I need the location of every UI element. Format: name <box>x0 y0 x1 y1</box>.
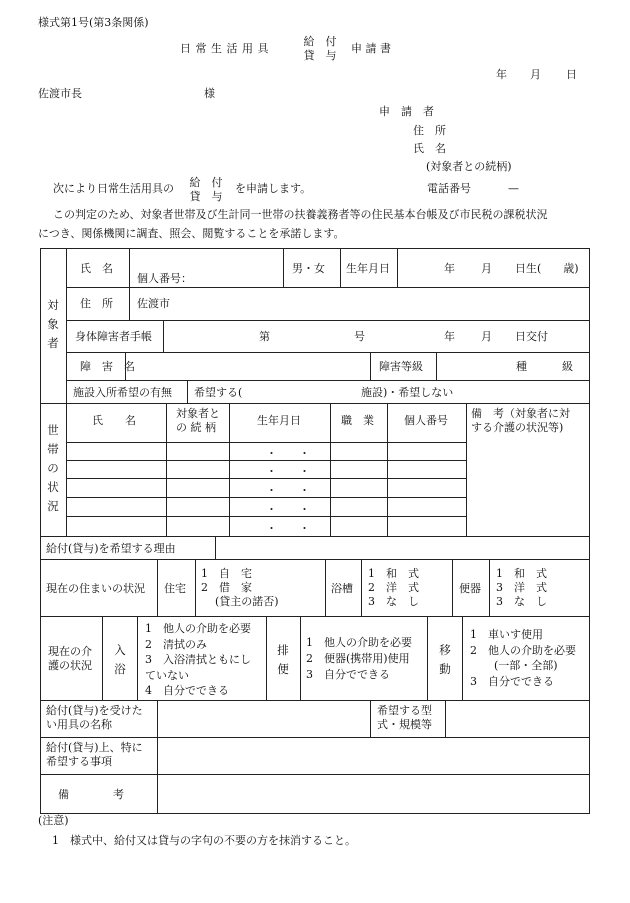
issue-month: 月 <box>481 330 492 343</box>
household-header-note: 備 考（対象者に対 する介護の状況等) <box>471 407 570 434</box>
bath-label: 浴槽 <box>331 582 353 595</box>
consent-line1: この判定のため、対象者世帯及び生計同一世帯の扶養義務者等の住民基本台帳及び市民税の課税状況 <box>53 208 548 221</box>
subject-name-label: 氏 名 <box>80 262 113 275</box>
model-label: 希望する型 式・規模等 <box>377 704 432 731</box>
personal-number-label: 個人番号： <box>137 272 192 285</box>
form-title-part2: 申 請 書 <box>351 42 391 55</box>
birth-month: 月 <box>481 262 492 275</box>
household-row-birth-dots: ・ ・ <box>266 484 310 497</box>
household-row-birth-dots: ・ ・ <box>266 503 310 516</box>
moving-label: 移 動 <box>439 643 451 676</box>
housing-label: 現在の住まいの状況 <box>46 582 145 595</box>
moving-options[interactable]: 1 車いす使用 2 他人の介助を必要 (一部・全部) 3 自分でできる <box>470 628 576 688</box>
applicant-label: 申 請 者 <box>379 105 434 118</box>
excretion-options[interactable]: 1 他人の介助を必要 2 便器(携帯用)使用 3 自分でできる <box>306 636 412 681</box>
household-section-label: 世 帯 の 状 況 <box>47 423 59 513</box>
addressee: 佐渡市長 <box>38 87 82 100</box>
title-option-grant[interactable]: 給 付 <box>303 35 337 48</box>
subject-address-value[interactable]: 佐渡市 <box>137 297 170 310</box>
facility-label: 施設入所希望の有無 <box>73 386 172 399</box>
house-label: 住宅 <box>164 582 186 595</box>
statement-option-loan[interactable]: 貸 与 <box>189 190 223 203</box>
care-label: 現在の介 護の状況 <box>48 645 92 672</box>
applicant-address-label: 住 所 <box>413 124 446 137</box>
phone-dash: — <box>508 182 519 195</box>
notes-heading: (注意) <box>38 814 69 827</box>
toilet-options[interactable]: 1 和 式 3 洋 式 3 な し <box>496 567 547 608</box>
disability-name-label: 障 害 名 <box>80 360 135 373</box>
household-row-birth-dots: ・ ・ <box>266 447 310 460</box>
date-month: 月 <box>530 68 541 81</box>
grade-level: 級 <box>562 360 573 373</box>
birth-day-age: 日生( 歳) <box>515 262 579 275</box>
household-header-name: 氏 名 <box>92 414 136 427</box>
grade-type: 種 <box>516 360 527 373</box>
subject-address-label: 住 所 <box>80 297 113 310</box>
subject-section-label: 対 象 者 <box>47 298 59 350</box>
facility-hope[interactable]: 希望する( <box>194 386 243 399</box>
household-header-number: 個人番号 <box>404 414 448 427</box>
issue-year: 年 <box>444 330 455 343</box>
birth-date-label: 生年月日 <box>346 262 390 275</box>
consent-line2: につき、関係機関に調査、照会、閲覧することを承諾します。 <box>38 227 345 240</box>
equipment-name-label: 給付(貸与)を受けた い用具の名称 <box>46 704 143 731</box>
handbook-label: 身体障害者手帳 <box>75 330 152 343</box>
reason-label: 給付(貸与)を希望する理由 <box>46 542 176 555</box>
bathing-label: 入 浴 <box>114 643 126 676</box>
special-request-label: 給付(貸与)上、特に 希望する事項 <box>46 741 143 768</box>
bath-options[interactable]: 1 和 式 2 洋 式 3 な し <box>368 567 419 608</box>
household-header-job: 職 業 <box>341 414 374 427</box>
bathing-options[interactable]: 1 他人の介助を必要 2 清拭のみ 3 入浴清拭ともにし ていない 4 自分でできる <box>145 622 251 698</box>
gender-select[interactable]: 男・女 <box>292 262 325 275</box>
form-title-part1: 日 常 生 活 用 具 <box>180 42 269 55</box>
disability-grade-label: 障害等級 <box>379 360 423 373</box>
handbook-number-prefix: 第 <box>259 330 270 343</box>
toilet-label: 便器 <box>459 582 481 595</box>
phone-label: 電話番号 <box>427 182 471 195</box>
remarks-label: 備 考 <box>58 788 124 801</box>
household-row-birth-dots: ・ ・ <box>266 522 310 535</box>
relation-note: (対象者との続柄) <box>426 160 512 173</box>
honorific: 様 <box>204 87 215 100</box>
form-number: 様式第1号(第3条関係) <box>38 16 149 29</box>
statement-prefix: 次により日常生活用具の <box>53 182 174 195</box>
note-item: 1 様式中、給付又は貸与の字句の不要の方を抹消すること。 <box>52 834 356 847</box>
household-header-birth: 生年月日 <box>257 414 301 427</box>
excretion-label: 排 便 <box>277 643 289 676</box>
date-day: 日 <box>566 68 577 81</box>
household-row-birth-dots: ・ ・ <box>266 465 310 478</box>
date-year: 年 <box>496 68 507 81</box>
applicant-name-label: 氏 名 <box>413 142 446 155</box>
handbook-number-suffix: 号 <box>354 330 365 343</box>
facility-close[interactable]: 施設)・希望しない <box>361 386 454 399</box>
household-header-relation: 対象者と の 続 柄 <box>176 407 220 434</box>
issue-day: 日交付 <box>515 330 548 343</box>
statement-option-grant[interactable]: 給 付 <box>189 176 223 189</box>
statement-suffix: を申請します。 <box>235 182 312 195</box>
house-options[interactable]: 1 自 宅 2 借 家 (貸主の諾否) <box>201 567 279 608</box>
title-option-loan[interactable]: 貸 与 <box>303 49 337 62</box>
birth-year: 年 <box>444 262 455 275</box>
